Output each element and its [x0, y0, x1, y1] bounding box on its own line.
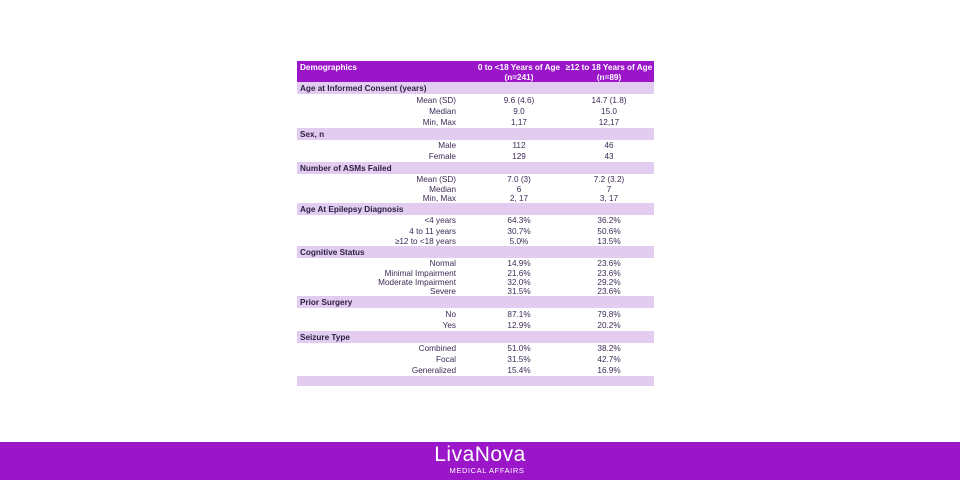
header-group-b-title: ≥12 to 18 Years of Age: [565, 63, 653, 72]
row-label: Generalized: [411, 366, 456, 375]
section-header: [297, 246, 654, 258]
demographics-table: [297, 61, 654, 386]
value-group-b: 7: [606, 185, 612, 194]
value-group-a: 64.3%: [507, 216, 531, 225]
value-group-a: 2, 17: [509, 194, 529, 203]
table-row: [297, 174, 654, 185]
value-group-b: 3, 17: [599, 194, 619, 203]
row-label: Min, Max: [422, 194, 456, 203]
value-group-a: 51.0%: [507, 344, 531, 353]
header-group-a: [474, 63, 564, 82]
table-row: [297, 151, 654, 162]
value-group-b: 29.2%: [597, 278, 621, 287]
row-label: Mean (SD): [416, 175, 456, 184]
row-label: Focal: [435, 355, 456, 364]
value-group-a: 31.5%: [507, 355, 531, 364]
value-group-a: 12.9%: [507, 321, 531, 330]
section-title: Sex, n: [300, 129, 325, 139]
value-group-a: 30.7%: [507, 226, 531, 236]
table-row: [297, 94, 654, 106]
table-body: [297, 82, 654, 376]
table-header-row: [297, 61, 654, 82]
row-label: Normal: [429, 259, 456, 268]
row-label: Minimal Impairment: [384, 269, 456, 278]
table-row: [297, 236, 654, 246]
value-group-a: 5.0%: [509, 236, 529, 246]
section-header: [297, 203, 654, 215]
row-label: Severe: [430, 287, 456, 296]
value-group-b: 13.5%: [597, 236, 621, 246]
table-row: [297, 140, 654, 151]
value-group-a: 32.0%: [507, 278, 531, 287]
row-label: Mean (SD): [416, 95, 456, 105]
value-group-b: 12,17: [598, 118, 620, 127]
value-group-a: 21.6%: [507, 269, 531, 278]
row-label: Moderate Impairment: [378, 278, 456, 287]
row-label: <4 years: [424, 216, 456, 225]
value-group-a: 31.5%: [507, 287, 531, 296]
value-group-a: 9.0: [513, 107, 525, 116]
logo-subtitle: MEDICAL AFFAIRS: [449, 466, 525, 475]
value-group-a: 129: [512, 152, 526, 161]
value-group-a: 14.9%: [507, 259, 531, 268]
table-row: [297, 258, 654, 269]
value-group-b: 36.2%: [597, 216, 621, 225]
row-label: Min, Max: [422, 118, 456, 127]
table-row: [297, 343, 654, 354]
table-row: [297, 287, 654, 296]
row-label: Combined: [418, 344, 456, 353]
section-header: [297, 162, 654, 174]
table-row: [297, 215, 654, 226]
section-title: Cognitive Status: [300, 247, 365, 257]
table-row: [297, 278, 654, 287]
value-group-a: 15.4%: [507, 366, 531, 375]
section-title: Age at Informed Consent (years): [300, 83, 427, 93]
row-label: Median: [429, 107, 456, 116]
table-row: [297, 365, 654, 376]
section-header: [297, 82, 654, 94]
value-group-b: 15.0: [601, 107, 617, 116]
value-group-b: 7.2 (3.2): [593, 175, 625, 184]
row-label: Yes: [442, 321, 456, 330]
value-group-a: 7.0 (3): [507, 175, 531, 184]
value-group-a: 9.6 (4.6): [503, 95, 535, 105]
row-label: ≥12 to <18 years: [394, 236, 456, 246]
table-row: [297, 194, 654, 203]
table-row: [297, 354, 654, 365]
logo-wordmark: LivaNova: [434, 443, 526, 466]
table-row: [297, 320, 654, 331]
value-group-a: 6: [516, 185, 522, 194]
header-group-a-title: 0 to <18 Years of Age: [477, 63, 561, 72]
table-row: [297, 185, 654, 194]
value-group-b: 16.9%: [597, 366, 621, 375]
value-group-b: 46: [604, 141, 614, 150]
value-group-b: 42.7%: [597, 355, 621, 364]
table-footer-band: [297, 376, 654, 386]
row-label: No: [445, 309, 456, 319]
section-title: Prior Surgery: [300, 297, 353, 307]
section-title: Seizure Type: [300, 332, 350, 342]
value-group-b: 23.6%: [597, 259, 621, 268]
section-header: [297, 128, 654, 140]
table-row: [297, 269, 654, 278]
value-group-b: 38.2%: [597, 344, 621, 353]
value-group-b: 14.7 (1.8): [591, 95, 627, 105]
table-row: [297, 308, 654, 320]
value-group-b: 23.6%: [597, 269, 621, 278]
value-group-b: 43: [604, 152, 614, 161]
value-group-a: 87.1%: [507, 309, 531, 319]
row-label: 4 to 11 years: [409, 226, 456, 236]
row-label: Male: [438, 141, 456, 150]
value-group-b: 50.6%: [597, 226, 621, 236]
table-row: [297, 117, 654, 128]
section-header: [297, 331, 654, 343]
value-group-a: 112: [512, 141, 526, 150]
table-row: [297, 226, 654, 236]
value-group-b: 79.8%: [597, 309, 621, 319]
row-label: Median: [429, 185, 456, 194]
livanova-logo: [0, 444, 960, 475]
row-label: Female: [428, 152, 456, 161]
section-title: Age At Epilepsy Diagnosis: [300, 204, 404, 214]
header-group-b-n: (n=89): [596, 72, 622, 82]
value-group-b: 23.6%: [597, 287, 621, 296]
section-header: [297, 296, 654, 308]
value-group-a: 1,17: [511, 118, 527, 127]
table-row: [297, 106, 654, 117]
value-group-b: 20.2%: [597, 321, 621, 330]
header-demographics: Demographics: [300, 63, 357, 72]
section-title: Number of ASMs Failed: [300, 163, 392, 173]
header-group-a-n: (n=241): [504, 72, 534, 82]
header-group-b: [564, 63, 654, 82]
